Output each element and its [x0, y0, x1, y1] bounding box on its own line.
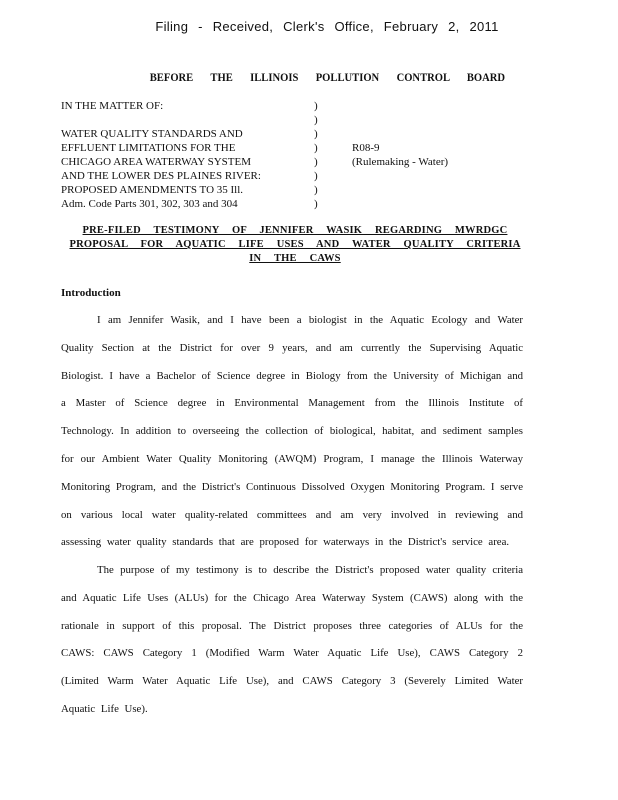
- matter-line: PROPOSED AMENDMENTS TO 35 Ill.: [61, 184, 244, 196]
- paren: ): [314, 114, 318, 126]
- matter-line: [61, 113, 261, 127]
- filing-stamp-header: Filing - Received, Clerk's Office, February 2, 2011: [155, 19, 499, 34]
- paragraph-text: I am Jennifer Wasik, and I have been a biologist in the Aquatic Ecology and Water Quality Section at the District for over 9 years, and am currently the Supervising Aquatic Biologist. I have a Bachelor of Science degree in Biology from the University of Michigan and a Master of Science degree in Environmental Management from the Illinois Institute of Technology. In addition to overseeing the collection of biological, habitat, and sediment samples for our Ambient Water Quality Monitoring (AWQM) Program, I manage the Illinois Waterway Monitoring Program, and the District's Continuous Dissolved Oxygen Monitoring Program. I serve on various local water quality-related committees and am very involved in reviewing and assessing water quality standards that are proposed for waterways in the District's service area.: [61, 314, 523, 549]
- matter-line: AND THE LOWER DES PLAINES RIVER:: [61, 170, 261, 182]
- paren: ): [314, 142, 318, 154]
- body-paragraph: [61, 557, 523, 724]
- section-heading: Introduction: [61, 287, 121, 299]
- paren: ): [314, 100, 318, 112]
- docket-type: (Rulemaking - Water): [352, 156, 449, 168]
- caption-parentheses: [314, 99, 318, 211]
- paragraph-text: The purpose of my testimony is to describe the District's proposed water quality criteria and Aquatic Life Uses (ALUs) for the Chicago Area Waterway System (CAWS) along with the rationale in support of this proposal. The District proposes three categories of ALUs for the CAWS: CAWS Category 1 (Modified Warm Water Aquatic Life Use), CAWS Category 2 (Limited Warm Water Aquatic Life Use), and CAWS Category 3 (Severely Limited Water Aquatic Life Use).: [61, 564, 523, 715]
- matter-line: WATER QUALITY STANDARDS AND: [61, 128, 243, 140]
- matter-line: CHICAGO AREA WATERWAY SYSTEM: [61, 156, 251, 168]
- docket-number: R08-9: [352, 142, 380, 154]
- document-title: PRE-FILED TESTIMONY OF JENNIFER WASIK REGARDING MWRDGC PROPOSAL FOR AQUATIC LIFE USES AND WATER QUALITY CRITERIA IN THE CAWS: [69, 225, 521, 264]
- paren: ): [314, 184, 318, 196]
- paren: ): [314, 128, 318, 140]
- board-heading: BEFORE THE ILLINOIS POLLUTION CONTROL BOARD: [149, 72, 506, 84]
- matter-caption: [61, 99, 261, 211]
- paren: ): [314, 198, 318, 210]
- paren: ): [314, 170, 318, 182]
- paren: ): [314, 156, 318, 168]
- body-paragraph: [61, 307, 523, 557]
- matter-line: EFFLUENT LIMITATIONS FOR THE: [61, 142, 236, 154]
- matter-line: IN THE MATTER OF:: [61, 100, 164, 112]
- docket-block: [352, 141, 448, 169]
- matter-line: Adm. Code Parts 301, 302, 303 and 304: [61, 198, 238, 210]
